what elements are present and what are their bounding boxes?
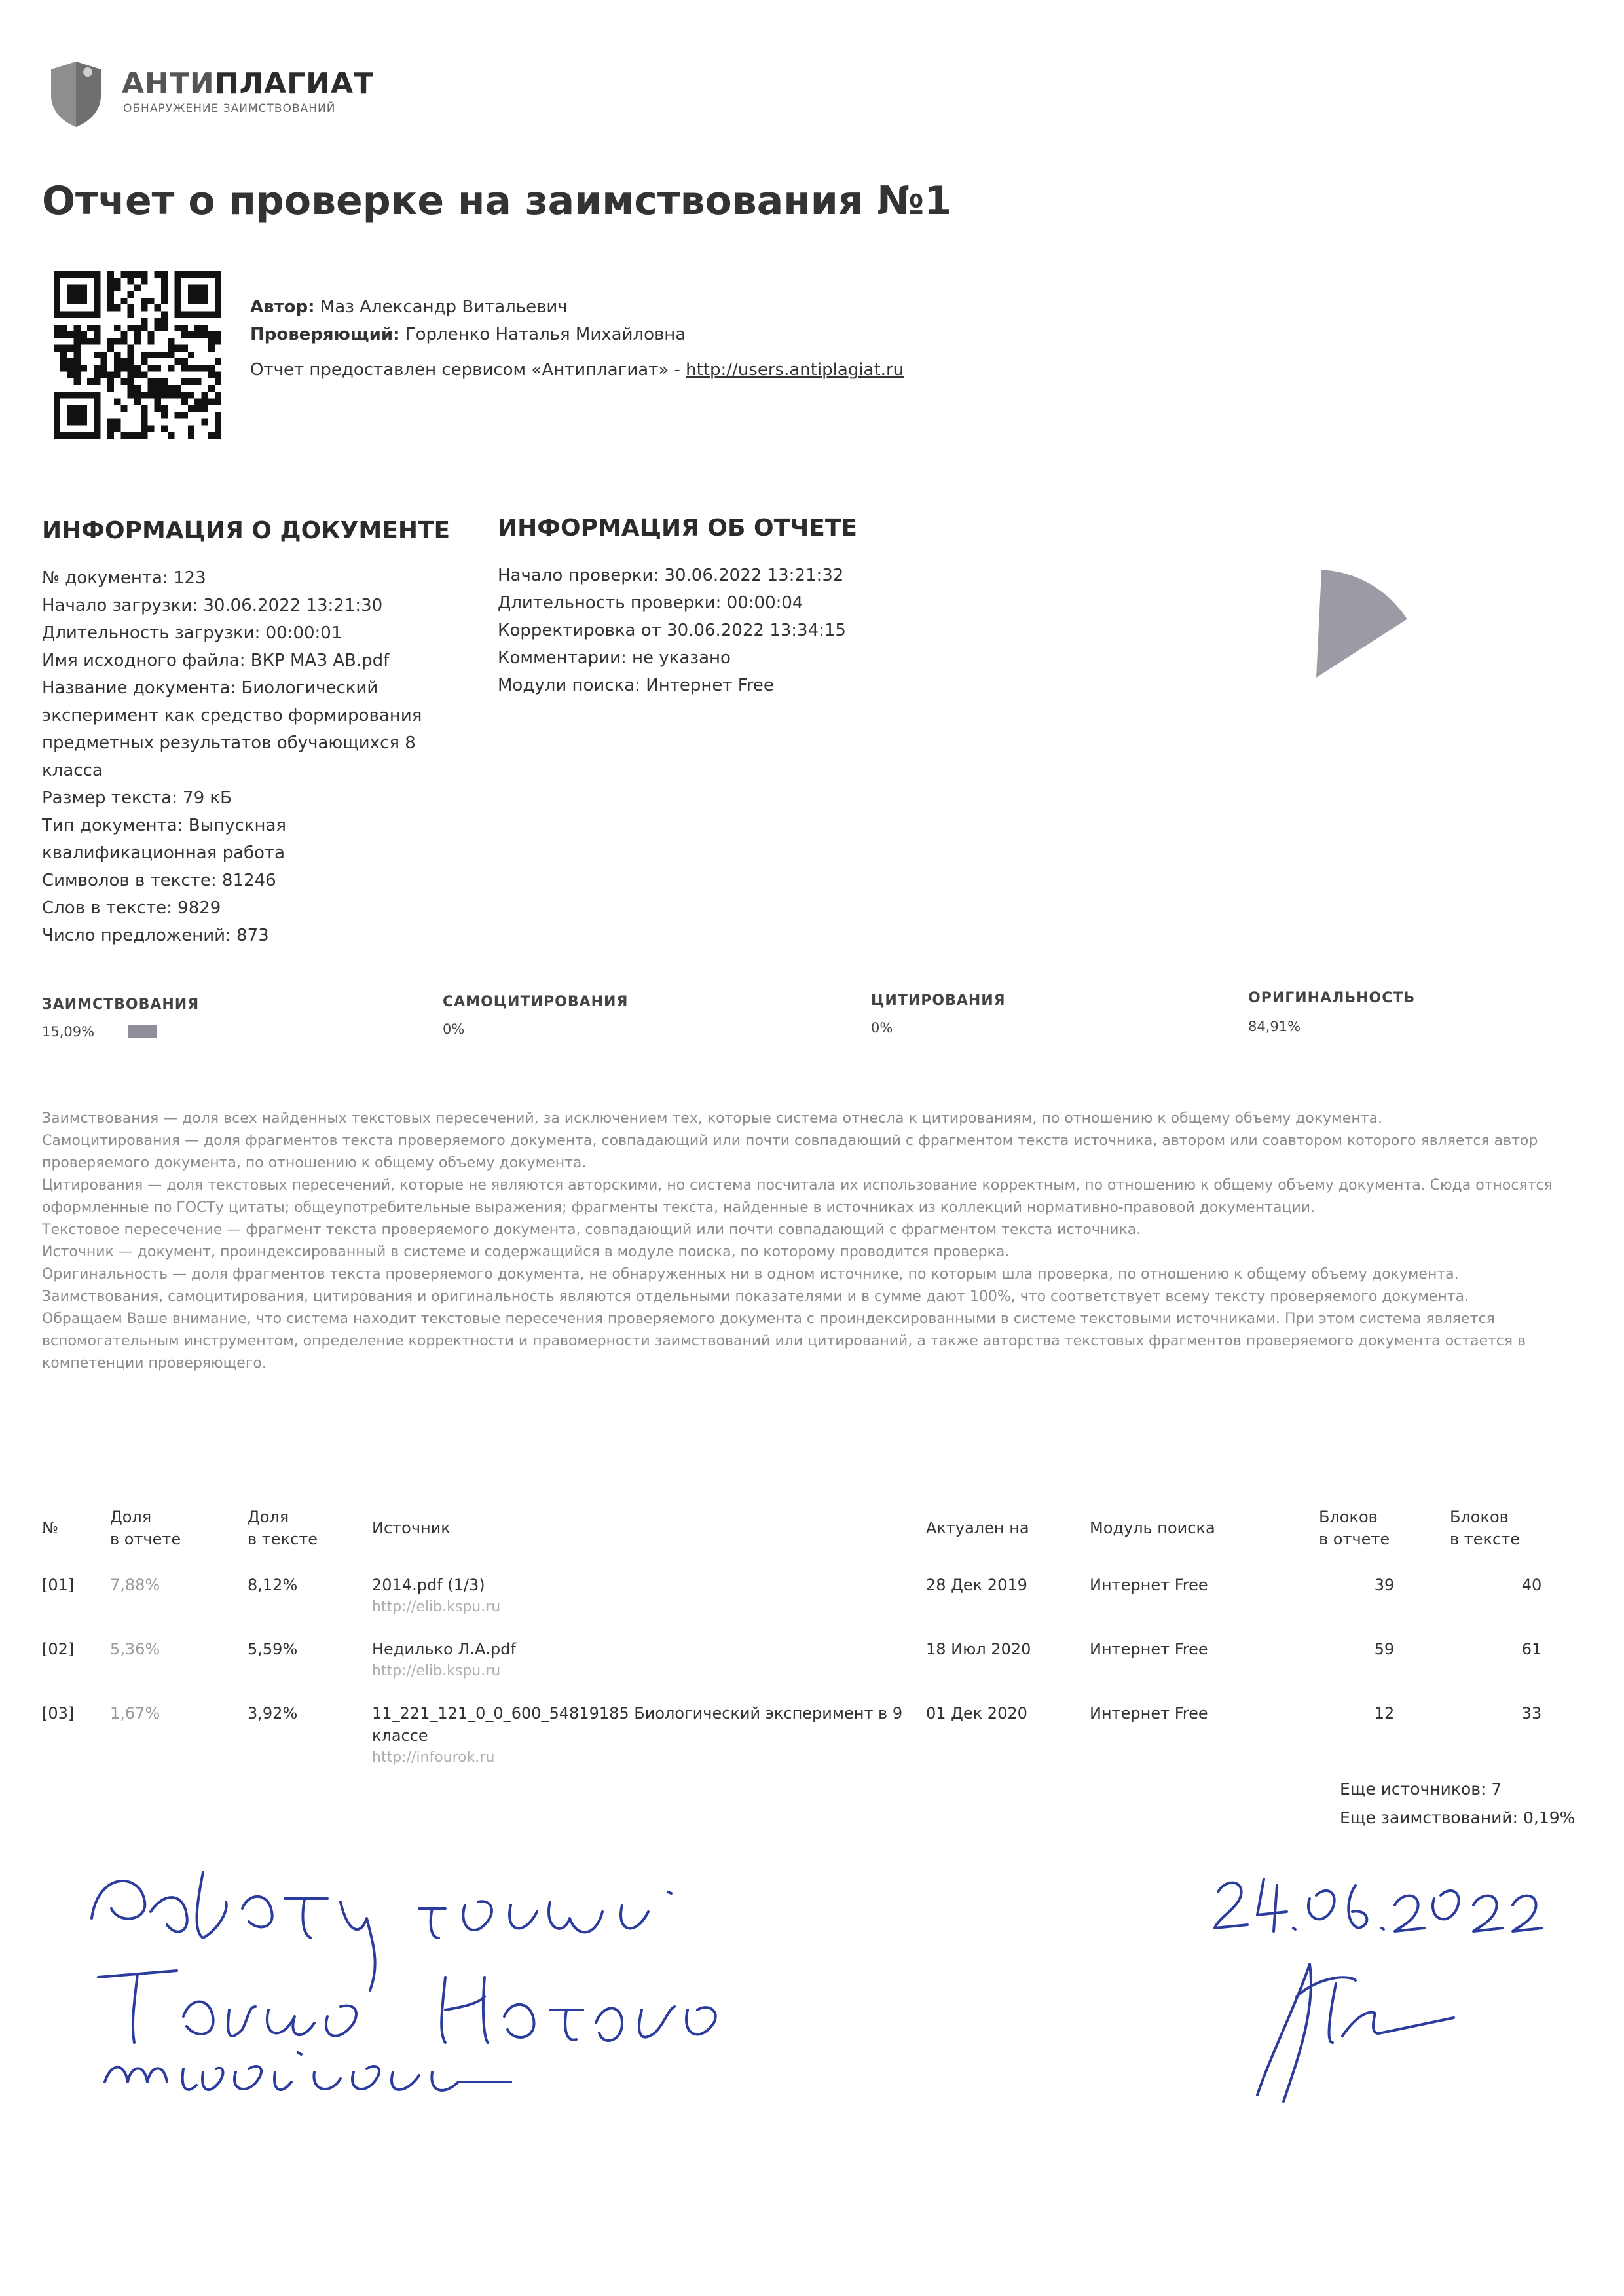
cell-share-report: 5,36%	[110, 1640, 160, 1658]
legend-paragraph: Цитирования — доля текстовых пересечений, которые не являются авторскими, но система посчитала их использование корректным, по отношению к общему объему документа. Сюда относятся оформленные по ГОСТу цитаты; общеупотребительные выражения; фрагменты текста, найденные в источниках из коллекций нормативно-правовой документации.	[42, 1177, 1553, 1216]
legend-paragraph: Источник — документ, проиндексированный в системе и содержащийся в модуле поиска, по которому проводится проверка.	[42, 1244, 1010, 1260]
doc-info-list	[42, 564, 461, 949]
doc-info-line: Число предложений: 873	[42, 926, 269, 945]
author-value: Маз Александр Витальевич	[320, 297, 568, 317]
report-meta	[250, 293, 904, 384]
cell-module: Интернет Free	[1090, 1640, 1208, 1658]
legend-paragraph: Заимствования, самоцитирования, цитирования и оригинальность являются отдельными показателями и в сумме дают 100%, что соответствует всему тексту проверяемого документа.	[42, 1288, 1469, 1305]
stat-cite-value: 0%	[871, 1020, 893, 1036]
report-info-line: Корректировка от 30.06.2022 13:34:15	[498, 621, 846, 640]
borrowing-bar	[128, 1025, 157, 1038]
col-header-share-text-2: в тексте	[248, 1530, 318, 1548]
source-url[interactable]: http://elib.kspu.ru	[372, 1599, 501, 1615]
col-header-blocks-text-2: в тексте	[1450, 1530, 1520, 1548]
brand-name-dark: ПЛАГИАТ	[214, 67, 375, 100]
cell-module: Интернет Free	[1090, 1704, 1208, 1722]
cell-blocks-report: 39	[1374, 1576, 1395, 1594]
doc-info-line: Символов в тексте: 81246	[42, 871, 276, 890]
brand-name	[122, 67, 374, 100]
source-name[interactable]: 2014.pdf (1/3)	[372, 1576, 485, 1594]
cell-blocks-report: 59	[1374, 1640, 1395, 1658]
col-header-no: №	[42, 1519, 58, 1537]
stat-cite-label: ЦИТИРОВАНИЯ	[871, 993, 1006, 1009]
col-header-blocks-text	[1450, 1506, 1614, 1567]
legend-paragraph: Текстовое пересечение — фрагмент текста проверяемого документа, совпадающий или почти совпадающий с фрагментом текста источника.	[42, 1222, 1141, 1238]
checker-line	[250, 321, 904, 348]
doc-info-line: Начало загрузки: 30.06.2022 13:21:30	[42, 596, 383, 615]
cell-source	[372, 1631, 926, 1696]
doc-info-heading: ИНФОРМАЦИЯ О ДОКУМЕНТЕ	[42, 517, 451, 544]
doc-info-line: Размер текста: 79 кБ	[42, 788, 232, 808]
doc-info-line: Длительность загрузки: 00:00:01	[42, 623, 342, 643]
cell-no: [03]	[42, 1704, 75, 1722]
source-url[interactable]: http://infourok.ru	[372, 1749, 495, 1766]
cell-actual: 18 Июл 2020	[926, 1640, 1031, 1658]
report-info-line: Длительность проверки: 00:00:04	[498, 593, 803, 613]
doc-info-line: Тип документа: Выпускная квалификационная работа	[42, 816, 287, 863]
report-info-line: Комментарии: не указано	[498, 648, 731, 668]
doc-info-line: Слов в тексте: 9829	[42, 898, 221, 918]
source-name[interactable]: Недилько Л.А.pdf	[372, 1640, 516, 1658]
cell-actual: 28 Дек 2019	[926, 1576, 1027, 1594]
table-row[interactable]	[42, 1631, 1614, 1696]
col-header-blocks-text-1: Блоков	[1450, 1508, 1509, 1526]
service-link[interactable]: http://users.antiplagiat.ru	[686, 360, 904, 380]
author-label: Автор:	[250, 297, 315, 317]
stat-borrowing-label: ЗАИМСТВОВАНИЯ	[42, 996, 200, 1013]
col-header-blocks-report-2: в отчете	[1319, 1530, 1390, 1548]
cell-no: [01]	[42, 1576, 75, 1594]
borrowing-pie-chart	[1290, 563, 1408, 687]
table-row[interactable]	[42, 1567, 1614, 1631]
col-header-share-report-2: в отчете	[110, 1530, 181, 1548]
service-text: Отчет предоставлен сервисом «Антиплагиат» -	[250, 360, 686, 380]
col-header-actual: Актуален на	[926, 1519, 1029, 1537]
table-header-row	[42, 1506, 1614, 1567]
cell-no: [02]	[42, 1640, 75, 1658]
definitions-legend	[42, 1108, 1574, 1375]
source-url[interactable]: http://elib.kspu.ru	[372, 1663, 501, 1679]
cell-actual: 01 Дек 2020	[926, 1704, 1027, 1722]
stat-original-value: 84,91%	[1248, 1019, 1301, 1034]
checker-value: Горленко Наталья Михайловна	[405, 325, 686, 344]
cell-share-report: 7,88%	[110, 1576, 160, 1594]
report-info-heading: ИНФОРМАЦИЯ ОБ ОТЧЕТЕ	[498, 515, 857, 541]
brand-name-light: АНТИ	[122, 67, 215, 100]
pie-slice-borrowing	[1316, 570, 1407, 678]
cell-source	[372, 1696, 926, 1782]
qr-code	[54, 271, 221, 439]
cell-blocks-text: 33	[1521, 1704, 1542, 1722]
stat-original-label: ОРИГИНАЛЬНОСТЬ	[1248, 990, 1416, 1006]
page-title: Отчет о проверке на заимствования №1	[42, 178, 952, 224]
legend-paragraph: Оригинальность — доля фрагментов текста проверяемого документа, не обнаруженных ни в одном источнике, по которым шла проверка, по отношению к общему объему документа.	[42, 1266, 1459, 1283]
antiplagiat-logo-icon	[48, 60, 103, 128]
stat-selfcite-value: 0%	[443, 1021, 465, 1037]
col-header-share-report-1: Доля	[110, 1508, 152, 1526]
table-row[interactable]	[42, 1696, 1614, 1782]
stat-selfcite-label: САМОЦИТИРОВАНИЯ	[443, 994, 629, 1010]
doc-info-line: Название документа: Биологический эксперимент как средство формирования предметных результатов обучающихся 8 класса	[42, 678, 422, 780]
col-header-blocks-report-1: Блоков	[1319, 1508, 1378, 1526]
source-name[interactable]: 11_221_121_0_0_600_54819185 Биологический эксперимент в 9 классе	[372, 1704, 903, 1745]
col-header-blocks-report	[1319, 1506, 1450, 1567]
cell-blocks-report: 12	[1374, 1704, 1395, 1722]
legend-paragraph: Самоцитирования — доля фрагментов текста проверяемого документа, совпадающий или почти совпадающий с фрагментом текста источника, автором или соавтором которого является автор проверяемого документа, по отношению к общему объему документа.	[42, 1133, 1538, 1171]
cell-share-report: 1,67%	[110, 1704, 160, 1722]
more-sources: Еще источников: 7	[1340, 1779, 1502, 1798]
cell-share-text: 5,59%	[248, 1640, 298, 1658]
cell-share-text: 3,92%	[248, 1704, 298, 1722]
service-line	[250, 356, 904, 384]
more-borrowing: Еще заимствований: 0,19%	[1340, 1808, 1576, 1827]
legend-paragraph: Обращаем Ваше внимание, что система находит текстовые пересечения проверяемого документа с проиндексированными в системе текстовыми источниками. При этом система является вспомогательным инструментом, определение корректности и правомерности заимствований или цитирований, а также авторства текстовых фрагментов проверяемого документа остается в компетенции проверяющего.	[42, 1311, 1526, 1372]
cell-blocks-text: 40	[1521, 1576, 1542, 1594]
stat-borrowing-value: 15,09%	[42, 1024, 95, 1040]
doc-info-line: № документа: 123	[42, 568, 206, 588]
checker-label: Проверяющий:	[250, 325, 400, 344]
sources-table	[42, 1506, 1614, 1782]
col-header-source: Источник	[372, 1519, 451, 1537]
report-info-list	[498, 562, 943, 699]
cell-share-text: 8,12%	[248, 1576, 298, 1594]
handwritten-note-signature	[52, 1846, 1611, 2134]
report-info-line: Начало проверки: 30.06.2022 13:21:32	[498, 566, 844, 585]
cell-module: Интернет Free	[1090, 1576, 1208, 1594]
col-header-share-report	[110, 1506, 248, 1567]
legend-paragraph: Заимствования — доля всех найденных текстовых пересечений, за исключением тех, которые система отнесла к цитированиям, по отношению к общему объему документа.	[42, 1110, 1382, 1127]
cell-source	[372, 1567, 926, 1631]
col-header-share-text	[248, 1506, 372, 1567]
col-header-share-text-1: Доля	[248, 1508, 289, 1526]
doc-info-line: Имя исходного файла: ВКР МАЗ АВ.pdf	[42, 651, 390, 670]
col-header-module: Модуль поиска	[1090, 1519, 1215, 1537]
report-info-line: Модули поиска: Интернет Free	[498, 676, 774, 695]
cell-blocks-text: 61	[1521, 1640, 1542, 1658]
brand-tagline: ОБНАРУЖЕНИЕ ЗАИМСТВОВАНИЙ	[123, 102, 336, 115]
author-line	[250, 293, 904, 321]
